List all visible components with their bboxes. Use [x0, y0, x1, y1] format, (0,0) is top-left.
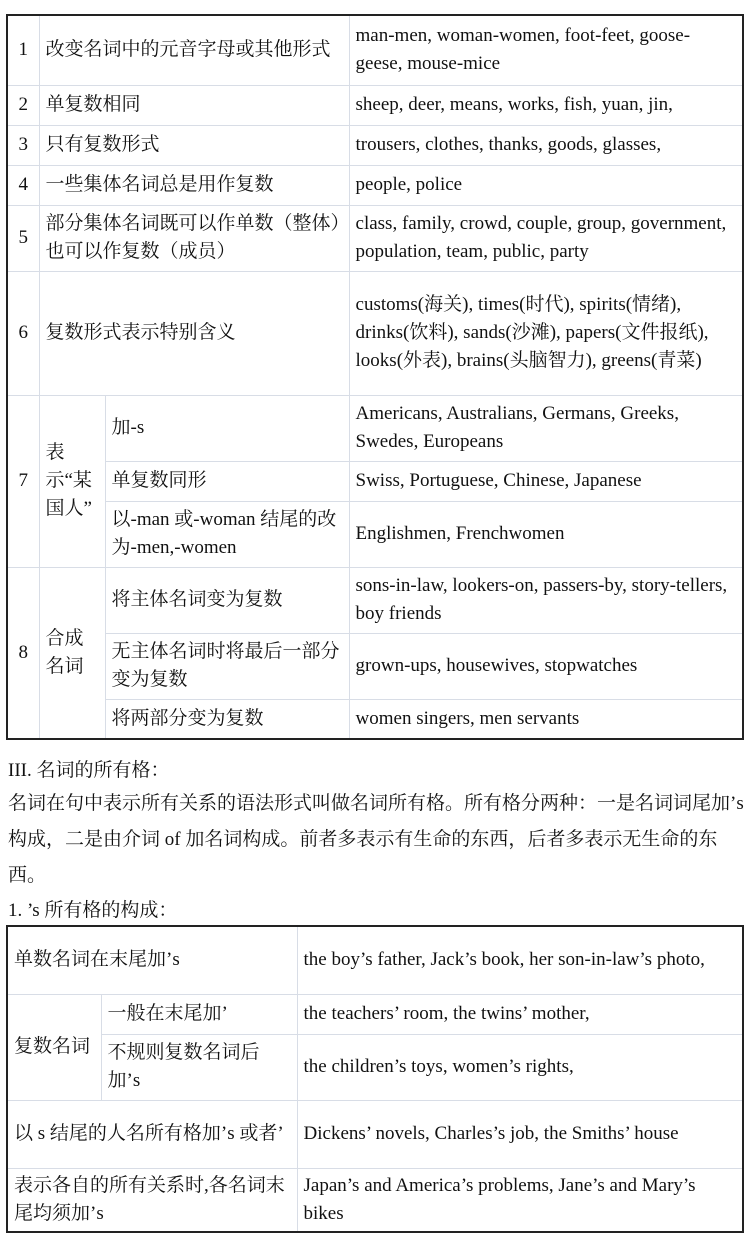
- examples-cell: people, police: [349, 165, 743, 205]
- table-row: [7, 501, 743, 567]
- rule-cell: 只有复数形式: [39, 125, 349, 165]
- examples-cell: the boy’s father, Jack’s book, her son-in-law’s photo,: [297, 926, 743, 994]
- table-row: [7, 633, 743, 699]
- examples-cell: sheep, deer, means, works, fish, yuan, jin,: [349, 85, 743, 125]
- rule-cell: 单复数同形: [105, 461, 349, 501]
- table-row: [7, 85, 743, 125]
- examples-cell: the teachers’ room, the twins’ mother,: [297, 994, 743, 1034]
- rule-cell: 复数形式表示特别含义: [39, 271, 349, 395]
- rule-cell: 以-man 或-woman 结尾的改为-men,-women: [105, 501, 349, 567]
- examples-cell: grown-ups, housewives, stopwatches: [349, 633, 743, 699]
- table-row: [7, 1100, 743, 1168]
- examples-cell: sons-in-law, lookers-on, passers-by, story-tellers, boy friends: [349, 567, 743, 633]
- plural-forms-table: [6, 14, 744, 740]
- examples-cell: man-men, woman-women, foot-feet, goose-geese, mouse-mice: [349, 15, 743, 85]
- row-number: 4: [7, 165, 39, 205]
- table-row: [7, 926, 743, 994]
- rule-cell: 改变名词中的元音字母或其他形式: [39, 15, 349, 85]
- row-number: 7: [7, 395, 39, 567]
- table-row: [7, 1034, 743, 1100]
- possessive-forms-table: [6, 925, 744, 1233]
- table-row: [7, 15, 743, 85]
- row-number: 6: [7, 271, 39, 395]
- row-number: 3: [7, 125, 39, 165]
- rule-cell: 一般在末尾加’: [101, 994, 297, 1034]
- table-row: [7, 205, 743, 271]
- examples-cell: Americans, Australians, Germans, Greeks, Swedes, Europeans: [349, 395, 743, 461]
- examples-cell: Swiss, Portuguese, Chinese, Japanese: [349, 461, 743, 501]
- row-number: 5: [7, 205, 39, 271]
- table-row: [7, 567, 743, 633]
- group-label-cell: 复数名词: [7, 994, 101, 1100]
- rule-cell: 部分集体名词既可以作单数（整体）也可以作复数（成员）: [39, 205, 349, 271]
- rule-cell: 加-s: [105, 395, 349, 461]
- table-row: [7, 994, 743, 1034]
- table-row: [7, 1168, 743, 1232]
- group-label-cell: 表示“某国人”: [39, 395, 105, 567]
- table-row: [7, 271, 743, 395]
- section-heading: III. 名词的所有格：: [8, 760, 170, 781]
- examples-cell: Englishmen, Frenchwomen: [349, 501, 743, 567]
- table-row: [7, 165, 743, 205]
- rule-cell: 单复数相同: [39, 85, 349, 125]
- examples-cell: women singers, men servants: [349, 699, 743, 739]
- examples-cell: the children’s toys, women’s rights,: [297, 1034, 743, 1100]
- examples-cell: trousers, clothes, thanks, goods, glasses,: [349, 125, 743, 165]
- rule-cell: 单数名词在末尾加’s: [7, 926, 297, 994]
- subsection-heading: 1. ’s 所有格的构成：: [8, 900, 178, 921]
- examples-cell: class, family, crowd, couple, group, government, population, team, public, party: [349, 205, 743, 271]
- table-row: [7, 395, 743, 461]
- rule-cell: 以 s 结尾的人名所有格加’s 或者’: [7, 1100, 297, 1168]
- examples-cell: Dickens’ novels, Charles’s job, the Smiths’ house: [297, 1100, 743, 1168]
- group-label-cell: 合成名词: [39, 567, 105, 739]
- table-row: [7, 125, 743, 165]
- row-number: 2: [7, 85, 39, 125]
- table-row: [7, 699, 743, 739]
- rule-cell: 表示各自的所有关系时,各名词末尾均须加’s: [7, 1168, 297, 1232]
- row-number: 8: [7, 567, 39, 739]
- table-row: [7, 461, 743, 501]
- rule-cell: 一些集体名词总是用作复数: [39, 165, 349, 205]
- rule-cell: 将主体名词变为复数: [105, 567, 349, 633]
- row-number: 1: [7, 15, 39, 85]
- rule-cell: 无主体名词时将最后一部分变为复数: [105, 633, 349, 699]
- section-paragraph: 名词在句中表示所有关系的语法形式叫做名词所有格。所有格分两种：一是名词词尾加’s 构成，二是由介词 of 加名词构成。前者多表示有生命的东西，后者多表示无生命的东西。: [8, 793, 744, 886]
- rule-cell: 将两部分变为复数: [105, 699, 349, 739]
- rule-cell: 不规则复数名词后加’s: [101, 1034, 297, 1100]
- examples-cell: customs(海关), times(时代), spirits(情绪), drinks(饮料), sands(沙滩), papers(文件报纸), looks(外表), brains(头脑智力), greens(青菜): [349, 271, 743, 395]
- examples-cell: Japan’s and America’s problems, Jane’s and Mary’s bikes: [297, 1168, 743, 1232]
